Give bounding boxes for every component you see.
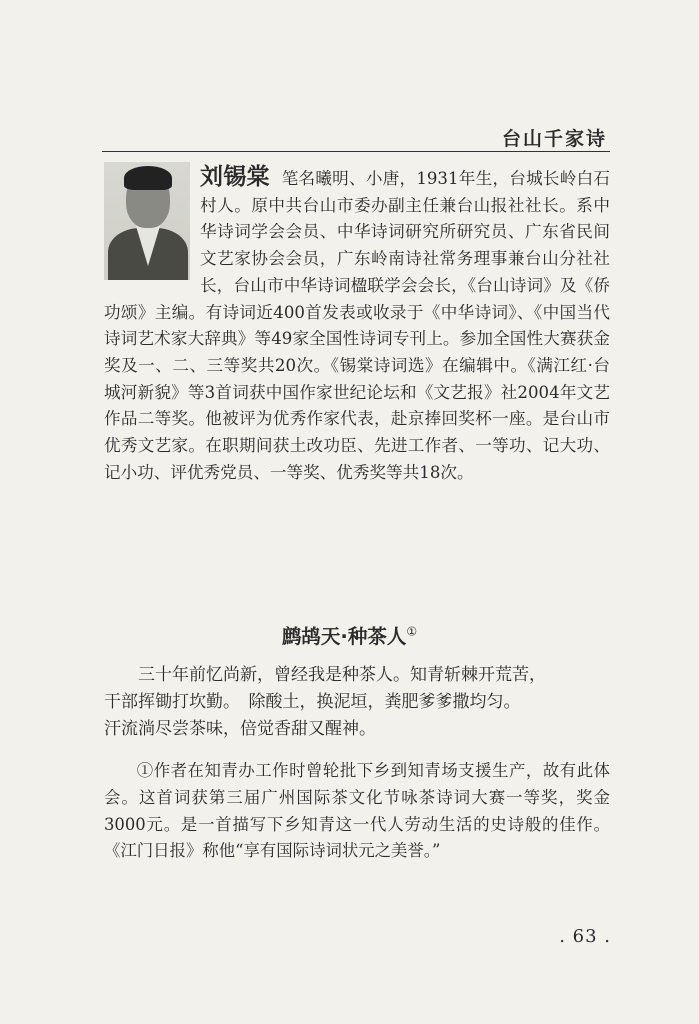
poem-line: 汗流淌尽尝茶味，倍觉香甜又醒神。 [104,719,376,739]
author-bio [104,164,610,486]
running-header: 台山千家诗 [501,128,607,150]
footnote-mark: ① [406,624,418,639]
poem-body [104,662,610,743]
bio-text: 笔名曦明、小唐，1931年生，台城长岭白石村人。原中共台山市委办副主任兼台山报社社长。系中华诗词学会会员、中华诗词研究所研究员、广东省民间文艺家协会会员，广东岭南诗社常务理事兼台山分社社长，台山市中华诗词楹联学会会长，《台山诗词》及《侨功颂》主编。有诗词近400首发表或收录于《中华诗词》、《中国当代诗词艺术家大辞典》等49家全国性诗词专刊上。参加全国性大赛获金奖及一、二、三等奖共20次。《锡棠诗词选》在编辑中。《满江红·台城河新貌》等3首词获中国作家世纪论坛和《文艺报》社2004年文艺作品二等奖。他被评为优秀作家代表，赴京捧回奖杯一座。是台山市优秀文艺家。在职期间获土改功臣、先进工作者、一等功、记大功、记小功、评优秀党员、一等奖、优秀奖等共18次。 [104,169,610,482]
author-name: 刘锡棠 [200,164,270,190]
page-number: . 63 . [559,926,611,947]
poem-title [0,621,699,649]
poem-note [104,758,610,865]
note-text: ①作者在知青办工作时曾轮批下乡到知青场支援生产，故有此体会。这首词获第三届广州国际茶文化节咏茶诗词大赛一等奖，奖金3000元。是一首描写下乡知青这一代人劳动生活的史诗般的佳作。《江门日报》称他“享有国际诗词状元之美誉。” [104,761,610,861]
poem-title-text: 鹧鸪天·种茶人 [281,625,407,648]
poem-line: 三十年前忆尚新，曾经我是种茶人。知青斩棘开荒苦， [138,665,546,685]
header-rule [102,151,610,152]
poem-line: 干部挥锄打坎勤。 除酸土，换泥垣，粪肥爹爹撒均匀。 [104,692,521,712]
